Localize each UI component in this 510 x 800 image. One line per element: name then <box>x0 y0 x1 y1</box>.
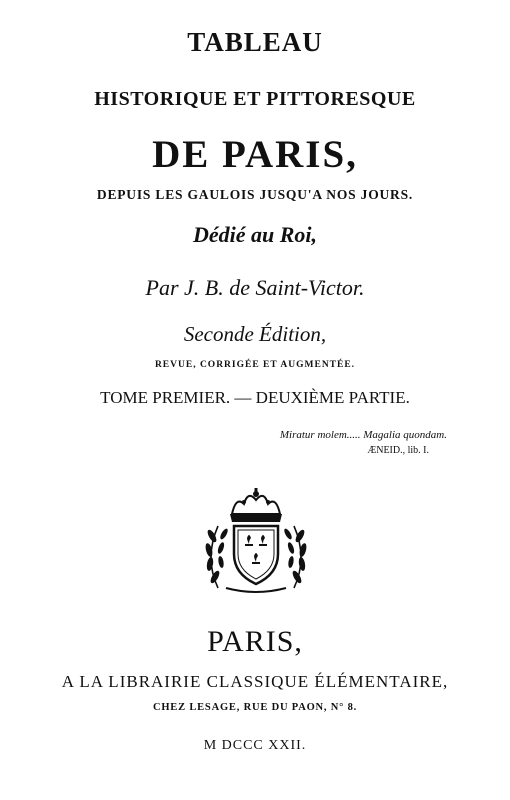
imprint-year: M DCCC XXII. <box>203 738 307 753</box>
title-line-historique: HISTORIQUE ET PITTORESQUE <box>94 88 416 110</box>
subtitle-line: DEPUIS LES GAULOIS JUSQU'A NOS JOURS. <box>96 187 414 202</box>
epigraph-source: ÆNEID., lib. I. <box>367 445 429 456</box>
imprint-address: CHEZ LESAGE, RUE DU PAON, N° 8. <box>152 702 358 713</box>
volume-line: TOME PREMIER. — DEUXIÈME PARTIE. <box>100 388 410 407</box>
imprint-publisher: A LA LIBRAIRIE CLASSIQUE ÉLÉMENTAIRE, <box>61 672 449 691</box>
edition-note: REVUE, CORRIGÉE ET AUGMENTÉE. <box>154 360 356 370</box>
epigraph-quote: Miratur molem..... Magalia quondam. <box>279 429 447 441</box>
imprint-city: PARIS, <box>207 625 303 658</box>
title-line-tableau: TABLEAU <box>187 27 323 57</box>
edition-line: Seconde Édition, <box>183 322 327 346</box>
author-line: Par J. B. de Saint-Victor. <box>145 275 365 300</box>
royal-crest-icon <box>196 488 316 598</box>
dedication: Dédié au Roi, <box>192 222 318 247</box>
title-line-de-paris: DE PARIS, <box>152 133 358 176</box>
